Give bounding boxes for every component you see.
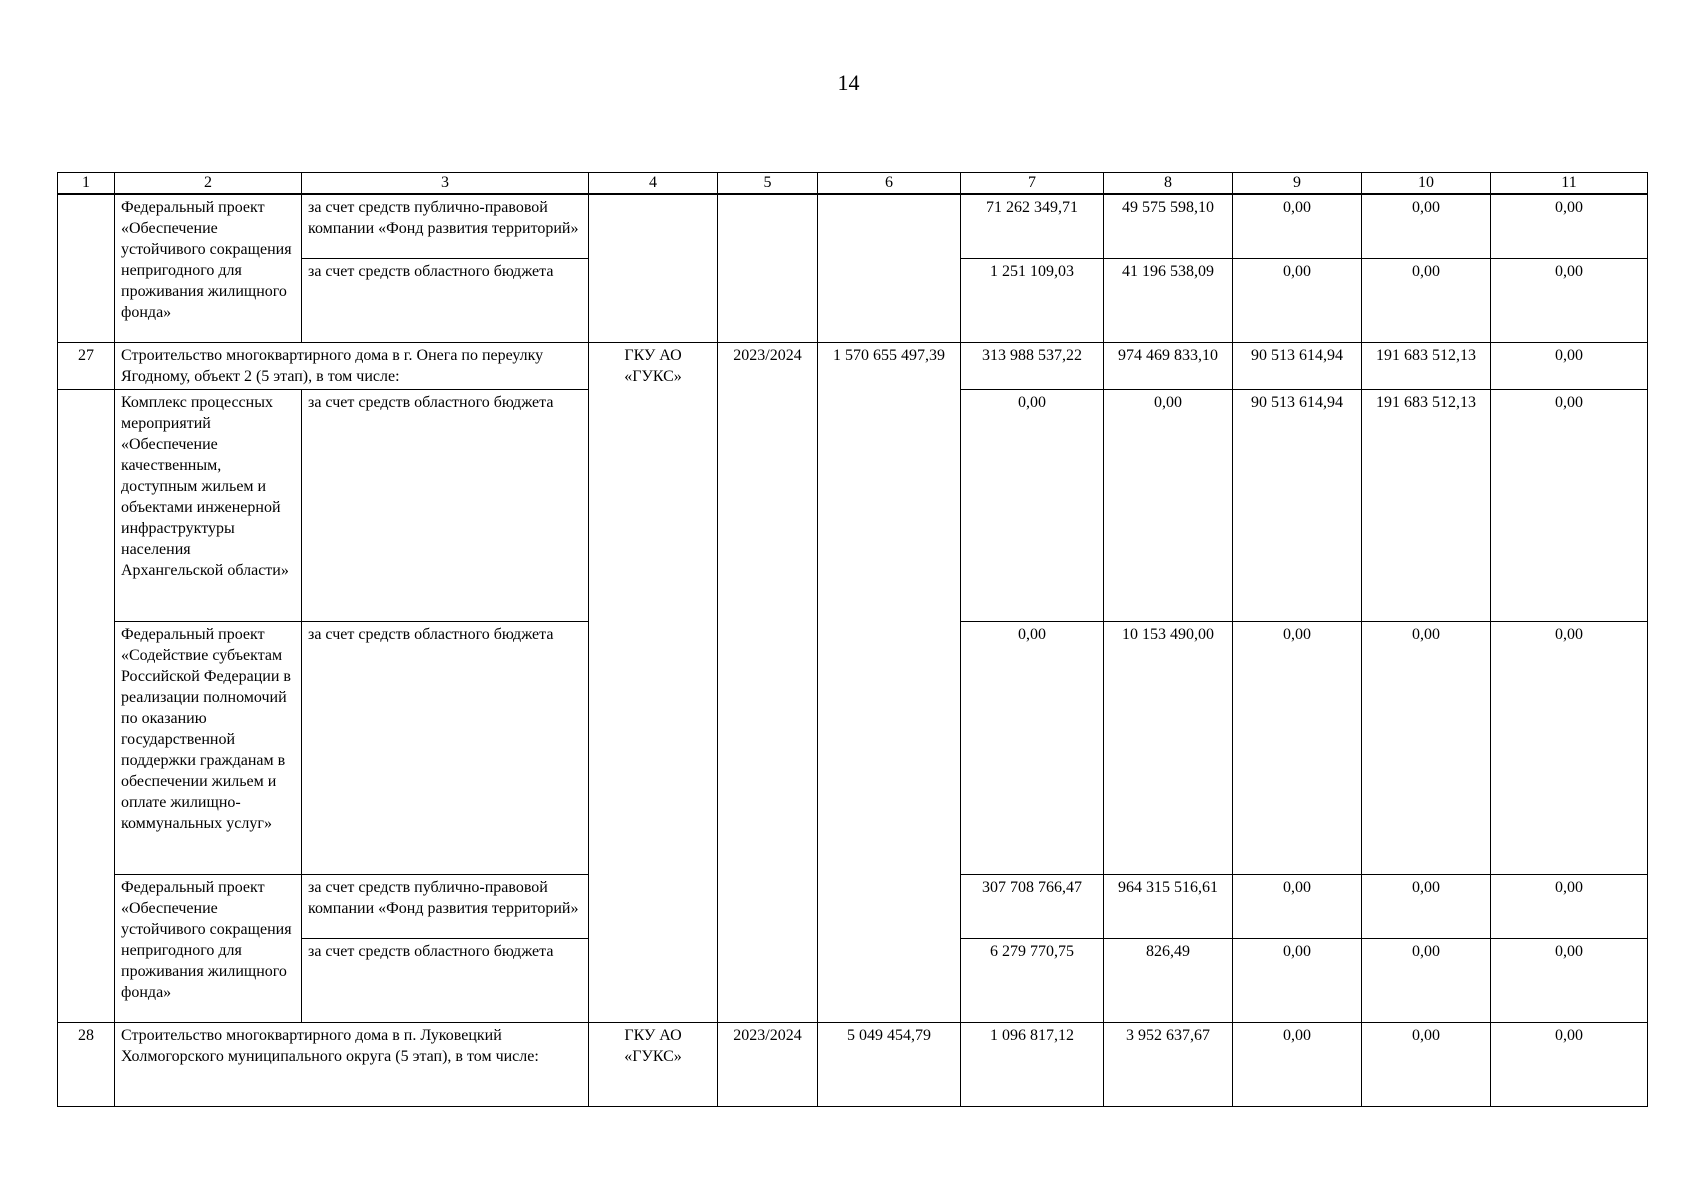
period-cell: 2023/2024: [718, 1022, 818, 1106]
value-cell: 1 096 817,12: [961, 1022, 1104, 1106]
program-name-cell: Комплекс процессных мероприятий «Обеспечение качественным, доступным жильем и объектами инженерной инфраструктуры населения Архангельской области»: [115, 389, 302, 621]
customer-cell: ГКУ АО «ГУКС»: [589, 1022, 718, 1106]
value-cell: 964 315 516,61: [1104, 874, 1233, 938]
value-cell: 0,00: [1233, 874, 1362, 938]
table-row: [58, 1022, 1648, 1106]
value-cell: 0,00: [1491, 258, 1648, 342]
value-cell: 0,00: [961, 389, 1104, 621]
row-number-cell: [58, 389, 115, 1022]
total-cell: 5 049 454,79: [818, 1022, 961, 1106]
value-cell: 6 279 770,75: [961, 938, 1104, 1022]
column-header: 4: [589, 173, 718, 195]
column-header: 7: [961, 173, 1104, 195]
value-cell: 0,00: [1233, 1022, 1362, 1106]
column-header: 1: [58, 173, 115, 195]
value-cell: 0,00: [1233, 621, 1362, 874]
column-header: 11: [1491, 173, 1648, 195]
column-header: 9: [1233, 173, 1362, 195]
column-header: 6: [818, 173, 961, 195]
total-cell: 1 570 655 497,39: [818, 342, 961, 1022]
funding-source-cell: за счет средств областного бюджета: [302, 938, 589, 1022]
value-cell: 191 683 512,13: [1362, 389, 1491, 621]
funding-source-cell: за счет средств областного бюджета: [302, 389, 589, 621]
period-cell: 2023/2024: [718, 342, 818, 1022]
value-cell: 3 952 637,67: [1104, 1022, 1233, 1106]
table-header-row: [58, 173, 1648, 195]
table-row: [58, 342, 1648, 389]
project-name-cell: Федеральный проект «Обеспечение устойчивого сокращения непригодного для проживания жилищного фонда»: [115, 874, 302, 1022]
value-cell: 0,00: [1491, 874, 1648, 938]
value-cell: 974 469 833,10: [1104, 342, 1233, 389]
value-cell: 0,00: [1362, 874, 1491, 938]
value-cell: 826,49: [1104, 938, 1233, 1022]
value-cell: 90 513 614,94: [1233, 342, 1362, 389]
customer-cell: ГКУ АО «ГУКС»: [589, 342, 718, 1022]
period-cell: [718, 194, 818, 342]
project-name-cell: Федеральный проект «Обеспечение устойчивого сокращения непригодного для проживания жилищного фонда»: [115, 194, 302, 342]
column-header: 10: [1362, 173, 1491, 195]
value-cell: 41 196 538,09: [1104, 258, 1233, 342]
budget-table: [57, 172, 1648, 1107]
value-cell: 10 153 490,00: [1104, 621, 1233, 874]
value-cell: 0,00: [1491, 389, 1648, 621]
funding-source-cell: за счет средств областного бюджета: [302, 258, 589, 342]
column-header: 2: [115, 173, 302, 195]
value-cell: 0,00: [1491, 342, 1648, 389]
column-header: 8: [1104, 173, 1233, 195]
value-cell: 0,00: [1491, 1022, 1648, 1106]
funding-source-cell: за счет средств публично-правовой компании «Фонд развития территорий»: [302, 874, 589, 938]
value-cell: 49 575 598,10: [1104, 194, 1233, 258]
program-name-cell: Федеральный проект «Содействие субъектам Российской Федерации в реализации полномочий по оказанию государственной поддержки гражданам в обеспечении жильем и оплате жилищно-коммунальных услуг»: [115, 621, 302, 874]
column-header: 5: [718, 173, 818, 195]
value-cell: 313 988 537,22: [961, 342, 1104, 389]
object-title-cell: Строительство многоквартирного дома в п. Луковецкий Холмогорского муниципального округа (5 этап), в том числе:: [115, 1022, 589, 1106]
value-cell: 0,00: [1362, 1022, 1491, 1106]
value-cell: 1 251 109,03: [961, 258, 1104, 342]
value-cell: 0,00: [1362, 938, 1491, 1022]
value-cell: 0,00: [1362, 194, 1491, 258]
total-cell: [818, 194, 961, 342]
value-cell: 90 513 614,94: [1233, 389, 1362, 621]
value-cell: 0,00: [1233, 194, 1362, 258]
value-cell: 0,00: [1233, 258, 1362, 342]
funding-source-cell: за счет средств областного бюджета: [302, 621, 589, 874]
value-cell: 0,00: [1104, 389, 1233, 621]
value-cell: 71 262 349,71: [961, 194, 1104, 258]
value-cell: 0,00: [961, 621, 1104, 874]
column-header: 3: [302, 173, 589, 195]
value-cell: 0,00: [1362, 621, 1491, 874]
value-cell: 191 683 512,13: [1362, 342, 1491, 389]
value-cell: 0,00: [1362, 258, 1491, 342]
value-cell: 0,00: [1491, 938, 1648, 1022]
funding-source-cell: за счет средств публично-правовой компании «Фонд развития территорий»: [302, 194, 589, 258]
row-number-cell: [58, 194, 115, 342]
value-cell: 0,00: [1491, 194, 1648, 258]
value-cell: 0,00: [1233, 938, 1362, 1022]
value-cell: 0,00: [1491, 621, 1648, 874]
row-number-cell: 27: [58, 342, 115, 389]
table-row: [58, 194, 1648, 258]
value-cell: 307 708 766,47: [961, 874, 1104, 938]
customer-cell: [589, 194, 718, 342]
object-title-cell: Строительство многоквартирного дома в г. Онега по переулку Ягодному, объект 2 (5 этап), в том числе:: [115, 342, 589, 389]
page-number: 14: [837, 70, 860, 95]
row-number-cell: 28: [58, 1022, 115, 1106]
